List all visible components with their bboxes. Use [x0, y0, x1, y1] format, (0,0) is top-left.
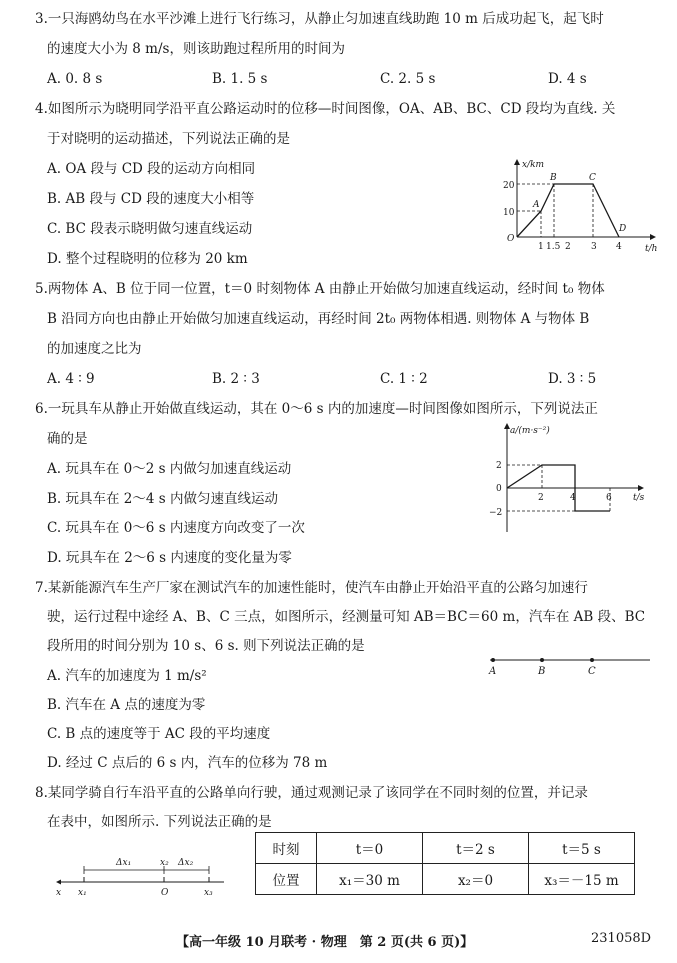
q3-option-b: B. 1. 5 s — [212, 71, 268, 87]
q8-label-x2: x₂ — [160, 858, 169, 868]
q6-line-1: 6.一玩具车从静止开始做直线运动，其在 0～6 s 内的加速度—时间图像如图所示，下列说法正 — [35, 401, 598, 417]
q8-header-position: 位置 — [256, 864, 317, 895]
q4-point-a: A — [533, 200, 540, 210]
q8-time-2: t＝5 s — [529, 833, 635, 864]
q5-option-c: C. 1 ∶ 2 — [380, 371, 428, 387]
q4-origin: O — [507, 234, 515, 244]
q3-option-c: C. 2. 5 s — [380, 71, 436, 87]
q8-line-1: 8.某同学骑自行车沿平直的公路单向行驶，通过观测记录了该同学在不同时刻的位置，并记录 — [35, 785, 588, 801]
q6-xtick-6: 6 — [606, 493, 612, 503]
q4-xtick-1-5: 1.5 — [546, 242, 561, 252]
q4-xtick-3: 3 — [591, 242, 597, 252]
q6-option-b: B. 玩具车在 2～4 s 内做匀速直线运动 — [47, 491, 278, 507]
table-row — [256, 833, 635, 864]
q5-line-2: B 沿同方向也由静止开始做匀加速直线运动，再经时间 2t₀ 两物体相遇. 则物体 A 与物体 B — [47, 311, 590, 327]
q4-option-a: A. OA 段与 CD 段的运动方向相同 — [47, 161, 256, 177]
q7-point-b-dot — [540, 658, 544, 662]
q8-position-diagram — [52, 852, 232, 900]
q6-xtick-4: 4 — [570, 493, 576, 503]
q6-y-label: a/(m·s⁻²) — [510, 426, 550, 436]
q3-option-d: D. 4 s — [548, 71, 587, 87]
q7-option-d: D. 经过 C 点后的 6 s 内，汽车的位移为 78 m — [47, 755, 328, 771]
q8-label-dx1: Δx₁ — [116, 858, 132, 868]
q8-position-1: x₂＝0 — [423, 864, 529, 895]
q4-point-b: B — [550, 173, 557, 183]
q8-label-dx2: Δx₂ — [178, 858, 194, 868]
q7-option-a: A. 汽车的加速度为 1 m/s² — [47, 668, 207, 684]
q8-label-o: O — [161, 888, 169, 898]
q3-line-1: 3.一只海鸥幼鸟在水平沙滩上进行飞行练习，从静止匀加速直线助跑 10 m 后成功起飞，起飞时 — [35, 11, 604, 27]
q7-road-diagram — [480, 650, 655, 680]
q3-line-2: 的速度大小为 8 m/s，则该助跑过程所用的时间为 — [47, 41, 345, 57]
q7-point-a: A — [489, 666, 497, 677]
q4-point-d: D — [619, 224, 627, 234]
q7-point-c-dot — [590, 658, 594, 662]
q8-position-2: x₃＝－15 m — [529, 864, 635, 895]
q4-option-d: D. 整个过程晓明的位移为 20 km — [47, 251, 248, 267]
q8-label-x3: x₃ — [204, 888, 213, 898]
q4-xtick-1: 1 — [538, 242, 544, 252]
q3-option-a: A. 0. 8 s — [47, 71, 103, 87]
q7-line-1: 7.某新能源汽车生产厂家在测试汽车的加速性能时，使汽车由静止开始沿平直的公路匀加速行 — [35, 580, 588, 596]
q4-ytick-20: 20 — [503, 181, 515, 191]
q8-position-0: x₁＝30 m — [317, 864, 423, 895]
q7-option-c: C. B 点的速度等于 AC 段的平均速度 — [47, 726, 271, 742]
q5-option-a: A. 4 ∶ 9 — [47, 371, 95, 387]
table-row — [256, 864, 635, 895]
q4-option-b: B. AB 段与 CD 段的速度大小相等 — [47, 191, 255, 207]
q8-time-0: t＝0 — [317, 833, 423, 864]
page-footer: 【高一年级 10 月联考 · 物理 第 2 页(共 6 页)】 — [176, 935, 474, 950]
q4-point-c: C — [589, 173, 596, 183]
q6-x-label: t/s — [633, 493, 645, 503]
q4-x-label: t/h — [645, 244, 658, 254]
q6-xtick-2: 2 — [538, 493, 544, 503]
q6-option-c: C. 玩具车在 0～6 s 内速度方向改变了一次 — [47, 520, 305, 536]
q8-position-table — [255, 832, 635, 895]
q8-line-2: 在表中，如图所示. 下列说法正确的是 — [47, 814, 272, 830]
q4-xt-graph — [495, 155, 670, 255]
q8-time-1: t＝2 s — [423, 833, 529, 864]
q7-option-b: B. 汽车在 A 点的速度为零 — [47, 697, 206, 713]
q5-line-1: 5.两物体 A、B 位于同一位置，t＝0 时刻物体 A 由静止开始做匀加速直线运动，经时间 t₀ 物体 — [35, 281, 605, 297]
q8-header-time: 时刻 — [256, 833, 317, 864]
q8-label-x1: x₁ — [78, 888, 87, 898]
q6-at-graph — [488, 420, 658, 538]
q6-ytick-neg2: −2 — [489, 508, 503, 518]
q8-label-x: x — [56, 888, 62, 898]
q7-line-3: 段所用的时间分别为 10 s、6 s. 则下列说法正确的是 — [47, 638, 365, 654]
q7-line-2: 驶，运行过程中途经 A、B、C 三点，如图所示，经测量可知 AB＝BC＝60 m，汽车在 AB 段、BC — [47, 609, 646, 625]
q7-point-a-dot — [491, 658, 495, 662]
q4-xt-line — [517, 184, 619, 237]
q7-point-c: C — [588, 666, 596, 677]
q6-ytick-2: 2 — [496, 461, 502, 471]
q7-point-b: B — [538, 666, 546, 677]
q5-option-b: B. 2 ∶ 3 — [212, 371, 260, 387]
q4-option-c: C. BC 段表示晓明做匀速直线运动 — [47, 221, 253, 237]
q4-y-label: x/km — [522, 160, 545, 170]
q4-xtick-2: 2 — [565, 242, 571, 252]
q5-option-d: D. 3 ∶ 5 — [548, 371, 597, 387]
exam-code: 231058D — [591, 931, 652, 946]
q5-line-3: 的加速度之比为 — [47, 341, 142, 357]
q4-xtick-4: 4 — [616, 242, 622, 252]
q4-line-1: 4.如图所示为晓明同学沿平直公路运动时的位移—时间图像，OA、AB、BC、CD 段均为直线. 关 — [35, 101, 616, 117]
q6-ytick-0: 0 — [496, 484, 502, 494]
q4-line-2: 于对晓明的运动描述，下列说法正确的是 — [47, 131, 290, 147]
q6-line-2: 确的是 — [47, 431, 88, 447]
q4-ytick-10: 10 — [503, 208, 515, 218]
q6-option-d: D. 玩具车在 2～6 s 内速度的变化量为零 — [47, 550, 292, 566]
q6-option-a: A. 玩具车在 0～2 s 内做匀加速直线运动 — [47, 461, 292, 477]
